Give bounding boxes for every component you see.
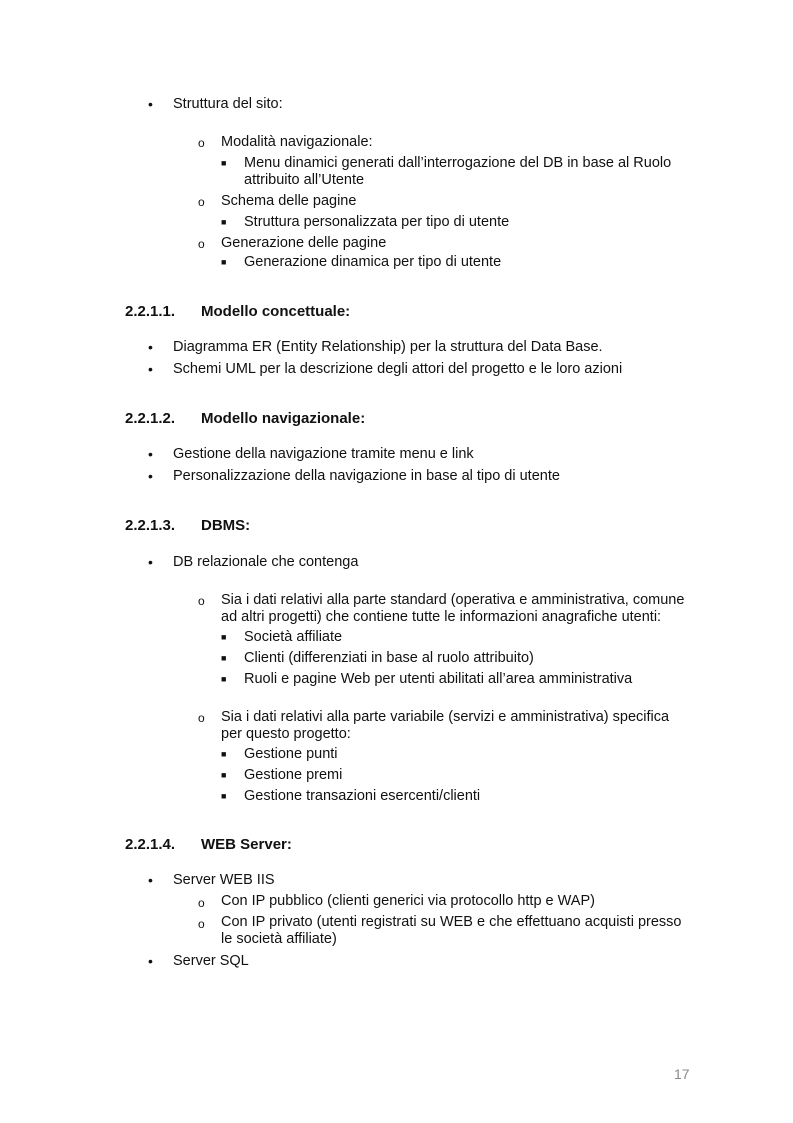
list-item: Menu dinamici generati dall’interrogazione del DB in base al Ruolo — [244, 155, 672, 171]
list-item: Gestione della navigazione tramite menu e link — [173, 446, 474, 462]
bullet-icon: • — [148, 446, 153, 462]
circle-bullet-icon: o — [198, 917, 205, 931]
list-item: Generazione dinamica per tipo di utente — [244, 254, 502, 270]
section-number: 2.2.1.1. — [125, 303, 176, 320]
list-item-continuation: ad altri progetti) che contiene tutte le informazioni anagrafiche utenti: — [221, 609, 662, 625]
list-item: Struttura del sito: — [173, 96, 283, 112]
section-number: 2.2.1.2. — [125, 410, 176, 427]
list-item: Clienti (differenziati in base al ruolo attribuito) — [244, 650, 534, 666]
square-bullet-icon: ■ — [221, 749, 227, 759]
list-item: Sia i dati relativi alla parte standard (operativa e amministrativa, comune — [221, 592, 685, 608]
square-bullet-icon: ■ — [221, 257, 227, 267]
list-item: Struttura personalizzata per tipo di utente — [244, 214, 510, 230]
section-title: Modello navigazionale: — [201, 410, 366, 427]
list-item: Personalizzazione della navigazione in base al tipo di utente — [173, 468, 560, 484]
bullet-icon: • — [148, 468, 153, 484]
square-bullet-icon: ■ — [221, 217, 227, 227]
bullet-icon: • — [148, 339, 153, 355]
circle-bullet-icon: o — [198, 896, 205, 910]
list-item: Schemi UML per la descrizione degli attori del progetto e le loro azioni — [173, 361, 623, 377]
page-number: 17 — [674, 1066, 690, 1082]
square-bullet-icon: ■ — [221, 632, 227, 642]
list-item: Server WEB IIS — [173, 872, 275, 888]
circle-bullet-icon: o — [198, 594, 205, 608]
circle-bullet-icon: o — [198, 237, 205, 251]
bullet-icon: • — [148, 96, 153, 112]
list-item: Con IP privato (utenti registrati su WEB e che effettuano acquisti presso — [221, 914, 682, 930]
bullet-icon: • — [148, 554, 153, 570]
list-item: Modalità navigazionale: — [221, 134, 373, 150]
list-item: DB relazionale che contenga — [173, 554, 359, 570]
section-number: 2.2.1.3. — [125, 517, 176, 534]
list-item: Gestione transazioni esercenti/clienti — [244, 788, 481, 804]
circle-bullet-icon: o — [198, 195, 205, 209]
bullet-icon: • — [148, 953, 153, 969]
list-item: Società affiliate — [244, 629, 343, 645]
list-item-continuation: attribuito all’Utente — [244, 172, 365, 188]
circle-bullet-icon: o — [198, 136, 205, 150]
list-item: Gestione premi — [244, 767, 343, 783]
section-title: DBMS: — [201, 517, 251, 534]
list-item: Diagramma ER (Entity Relationship) per la struttura del Data Base. — [173, 339, 603, 355]
section-title: WEB Server: — [201, 836, 292, 853]
section-title: Modello concettuale: — [201, 303, 351, 320]
list-item: Gestione punti — [244, 746, 338, 762]
section-number: 2.2.1.4. — [125, 836, 176, 853]
square-bullet-icon: ■ — [221, 674, 227, 684]
list-item: Generazione delle pagine — [221, 235, 387, 251]
square-bullet-icon: ■ — [221, 770, 227, 780]
list-item-continuation: le società affiliate) — [221, 931, 337, 947]
bullet-icon: • — [148, 872, 153, 888]
bullet-icon: • — [148, 361, 153, 377]
list-item: Con IP pubblico (clienti generici via protocollo http e WAP) — [221, 893, 595, 909]
square-bullet-icon: ■ — [221, 653, 227, 663]
list-item: Server SQL — [173, 953, 249, 969]
circle-bullet-icon: o — [198, 711, 205, 725]
square-bullet-icon: ■ — [221, 158, 227, 168]
list-item: Sia i dati relativi alla parte variabile (servizi e amministrativa) specifica — [221, 709, 670, 725]
list-item: Ruoli e pagine Web per utenti abilitati all’area amministrativa — [244, 671, 633, 687]
list-item-continuation: per questo progetto: — [221, 726, 351, 742]
square-bullet-icon: ■ — [221, 791, 227, 801]
list-item: Schema delle pagine — [221, 193, 357, 209]
